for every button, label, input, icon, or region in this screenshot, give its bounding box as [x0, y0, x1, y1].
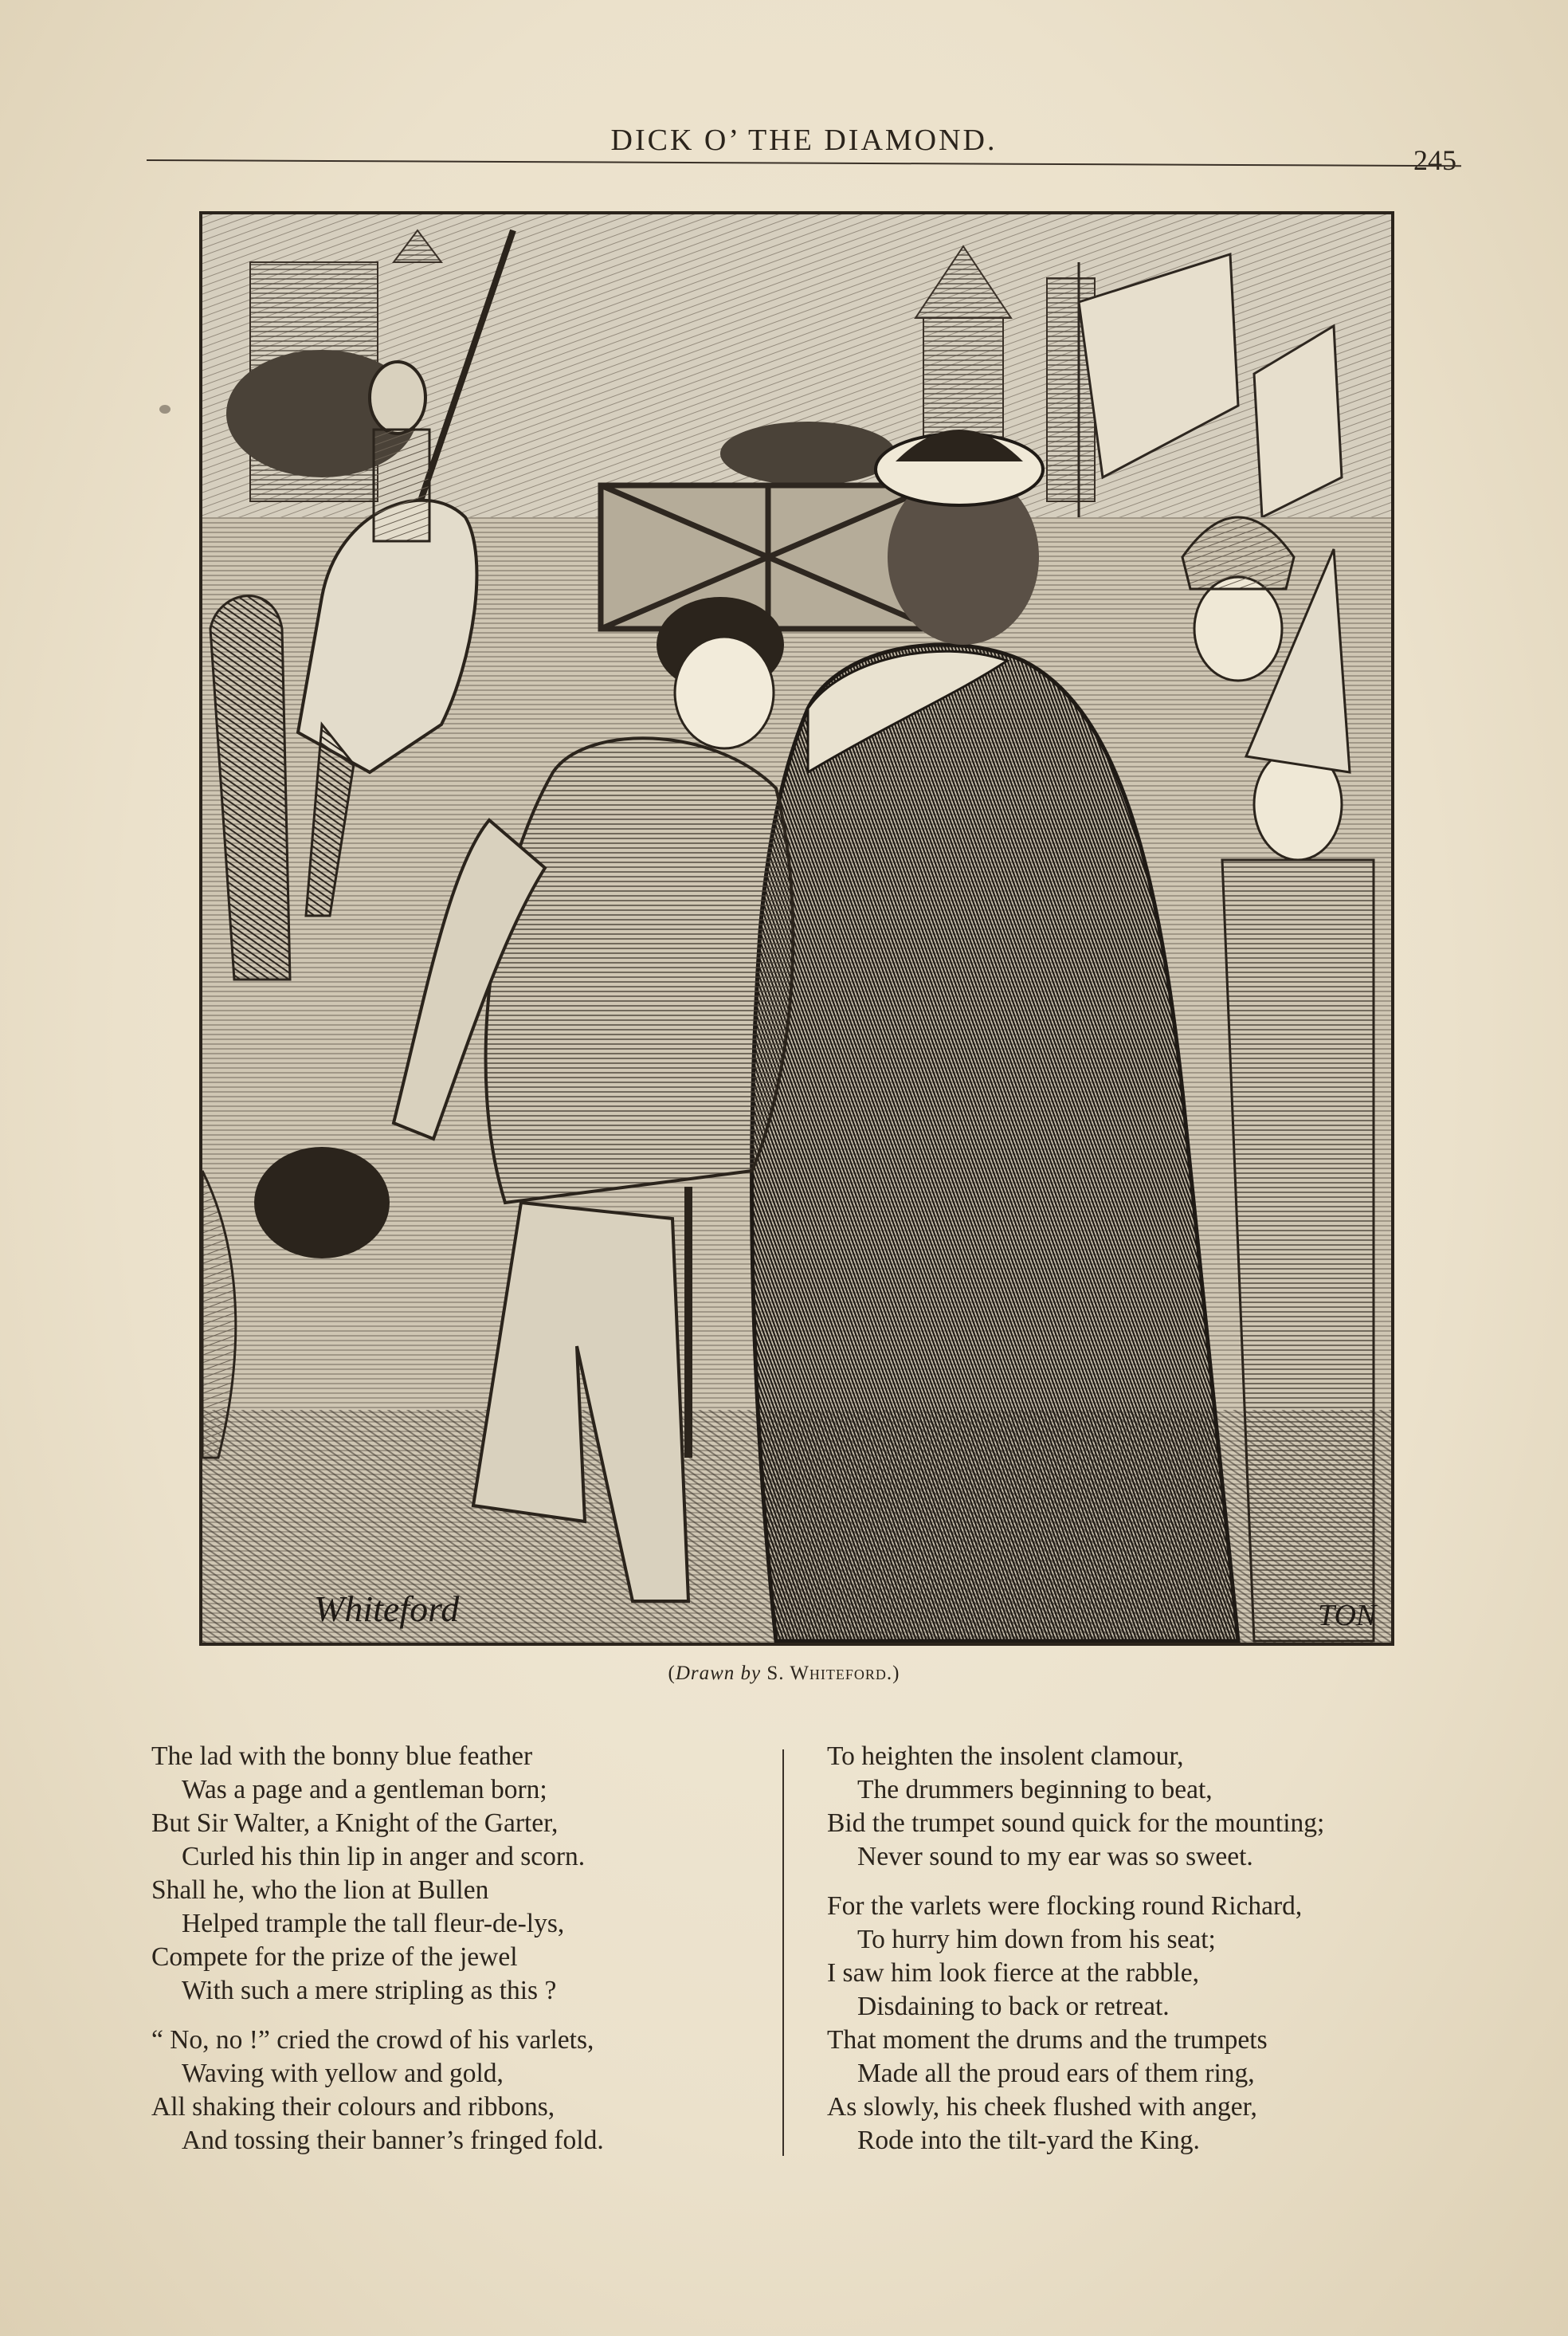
- engraving-illustration: [199, 211, 1394, 1646]
- verse-line: As slowly, his cheek flushed with anger,: [827, 2092, 1257, 2122]
- stanza: [151, 2024, 773, 2157]
- verse-line: And tossing their banner’s fringed fold.: [182, 2126, 604, 2155]
- engraver-signature-right: TON: [1318, 1599, 1377, 1632]
- column-divider: [782, 1749, 784, 2156]
- ink-spot: [159, 405, 171, 414]
- stanza: [827, 1890, 1464, 2157]
- verse-line: The drummers beginning to beat,: [857, 1775, 1213, 1804]
- caption-suffix: ): [892, 1663, 900, 1684]
- verse-line: Waving with yellow and gold,: [182, 2059, 504, 2088]
- caption-italic: Drawn by: [675, 1663, 762, 1684]
- header-rule: [147, 159, 1461, 167]
- illustration-caption: [0, 1663, 1568, 1685]
- verse-line: “ No, no !” cried the crowd of his varlets,: [151, 2025, 594, 2055]
- engraver-signature-left: Whiteford: [314, 1588, 460, 1629]
- verse-line: Shall he, who the lion at Bullen: [151, 1875, 489, 1905]
- verse-line: But Sir Walter, a Knight of the Garter,: [151, 1808, 559, 1838]
- caption-prefix: (: [668, 1663, 676, 1684]
- verse-line: Made all the proud ears of them ring,: [857, 2059, 1255, 2088]
- verse-line: For the varlets were flocking round Richard,: [827, 1891, 1303, 1921]
- verse-line: Bid the trumpet sound quick for the mounting;: [827, 1808, 1325, 1838]
- verse-line: That moment the drums and the trumpets: [827, 2025, 1268, 2055]
- verse-line: Helped trample the tall fleur-de-lys,: [182, 1909, 565, 1938]
- page-number: 245: [1413, 144, 1456, 176]
- stanza: [827, 1740, 1464, 1874]
- verse-line: All shaking their colours and ribbons,: [151, 2092, 555, 2122]
- verse-line: Never sound to my ear was so sweet.: [857, 1842, 1253, 1871]
- caption-artist: S. Whiteford.: [766, 1663, 893, 1684]
- stanza: [151, 1740, 773, 2008]
- verse-line: I saw him look fierce at the rabble,: [827, 1958, 1199, 1988]
- verse-line: Compete for the prize of the jewel: [151, 1942, 518, 1972]
- engraving-svg: [202, 214, 1391, 1643]
- verse-line: Rode into the tilt-yard the King.: [857, 2126, 1200, 2155]
- verse-line: To hurry him down from his seat;: [857, 1925, 1216, 1954]
- page-header: [147, 120, 1461, 191]
- poem-right-column: [827, 1740, 1464, 2173]
- running-title: DICK O’ THE DIAMOND.: [610, 124, 998, 157]
- verse-line: To heighten the insolent clamour,: [827, 1741, 1184, 1771]
- verse-line: Was a page and a gentleman born;: [182, 1775, 547, 1804]
- verse-line: The lad with the bonny blue feather: [151, 1741, 533, 1771]
- verse-line: Curled his thin lip in anger and scorn.: [182, 1842, 586, 1871]
- poem-left-column: [151, 1740, 773, 2173]
- verse-line: With such a mere stripling as this ?: [182, 1976, 557, 2005]
- verse-line: Disdaining to back or retreat.: [857, 1992, 1170, 2021]
- tilt-yard-gate: [601, 485, 935, 629]
